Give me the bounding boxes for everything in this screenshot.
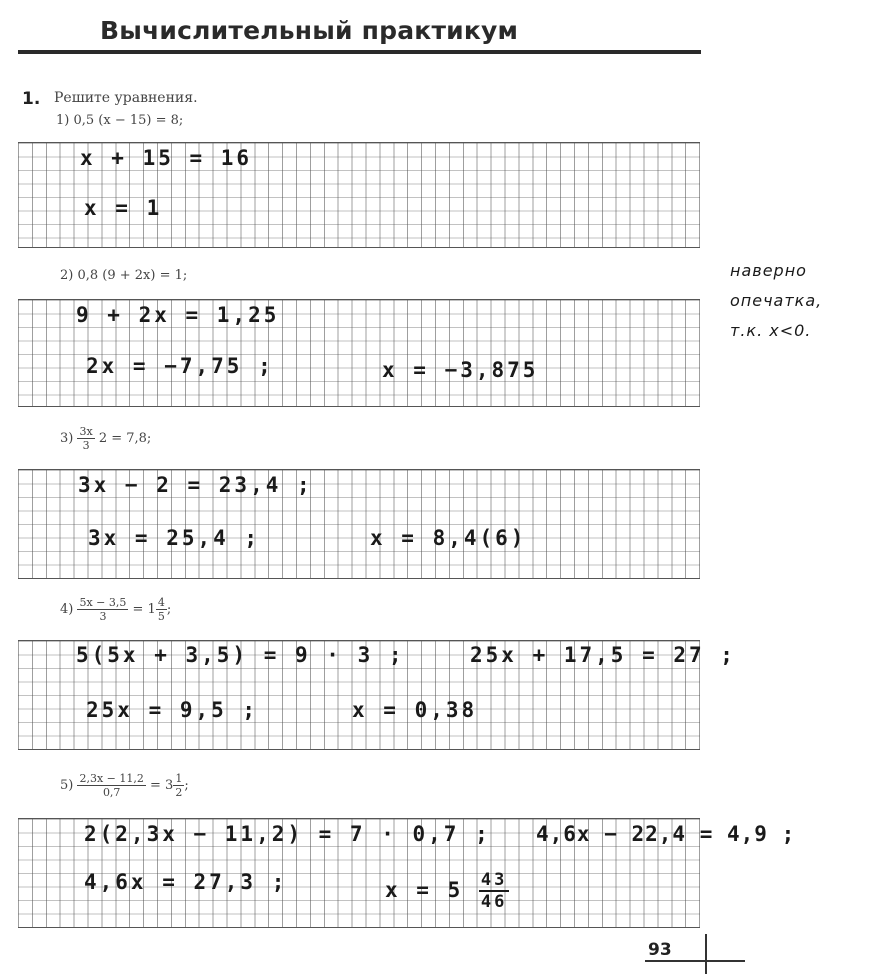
problem-5-fraction: $\frac{2,3x - 11,2}{0,7}$ bbox=[79, 772, 144, 799]
solution-2-line-1: 9 + 2x = 1,25 bbox=[76, 303, 280, 327]
problem-1-label: 1) 0,5 (x − 15) = 8; bbox=[56, 113, 184, 128]
problem-4-mixed-fraction: $\frac{4}{5}$ bbox=[157, 596, 165, 623]
page-number-divider bbox=[705, 934, 707, 974]
solution-5-line-3: 4,6x = 27,3 ; bbox=[84, 870, 288, 894]
solution-4-line-1: 5(5x + 3,5) = 9 · 3 ; bbox=[76, 643, 405, 667]
solution-2-line-2: 2x = −7,75 ; bbox=[86, 354, 274, 378]
page-number-rule bbox=[645, 960, 745, 962]
problem-2-label: 2) 0,8 (9 + 2x) = 1; bbox=[60, 268, 188, 283]
page-number: 93 bbox=[648, 940, 672, 960]
solution-5-line-4: x = 5 $\frac{43}{46}$ bbox=[385, 870, 508, 912]
solution-1-line-2: x = 1 bbox=[84, 196, 163, 220]
problem-4-label: 4) $\frac{5x - 3,5}{3}$ = 1 $\frac{4}{5}$ ; bbox=[60, 596, 172, 623]
solution-3-line-3: x = 8,4(6) bbox=[370, 526, 527, 550]
solution-2-line-3: x = −3,875 bbox=[382, 358, 539, 382]
solution-4-line-4: x = 0,38 bbox=[352, 698, 478, 722]
solution-4-line-3: 25x = 9,5 ; bbox=[86, 698, 259, 722]
problem-4-fraction: $\frac{5x - 3,5}{3}$ bbox=[79, 596, 127, 623]
page-title: Вычислительный практикум bbox=[100, 16, 519, 45]
margin-note-line-3: т.к. x<0. bbox=[730, 321, 812, 340]
margin-note bbox=[730, 256, 822, 346]
solution-1-line-1: x + 15 = 16 bbox=[80, 146, 253, 170]
problem-5-mixed-fraction: $\frac{1}{2}$ bbox=[175, 772, 183, 799]
solution-5-fraction: $\frac{43}{46}$ bbox=[480, 870, 508, 912]
solution-5-line-2: 4,6x − 22,4 = 4,9 ; bbox=[536, 822, 796, 846]
task-instruction: Решите уравнения. bbox=[54, 90, 198, 106]
problem-3-label: 3) $\frac{3x}{3}$ 2 = 7,8; bbox=[60, 425, 152, 452]
solution-4-line-2: 25x + 17,5 = 27 ; bbox=[470, 643, 736, 667]
title-underline bbox=[18, 50, 701, 54]
solution-5-line-1: 2(2,3x − 11,2) = 7 · 0,7 ; bbox=[84, 822, 491, 846]
margin-note-line-1: наверно bbox=[730, 261, 807, 280]
solution-3-line-2: 3x = 25,4 ; bbox=[88, 526, 261, 550]
solution-3-line-1: 3x − 2 = 23,4 ; bbox=[78, 473, 313, 497]
margin-note-line-2: опечатка, bbox=[730, 291, 823, 310]
problem-5-label: 5) $\frac{2,3x - 11,2}{0,7}$ = 3 $\frac{1}{2}$ ; bbox=[60, 772, 189, 799]
task-number: 1. bbox=[22, 89, 41, 109]
problem-3-fraction: $\frac{3x}{3}$ bbox=[79, 425, 93, 452]
